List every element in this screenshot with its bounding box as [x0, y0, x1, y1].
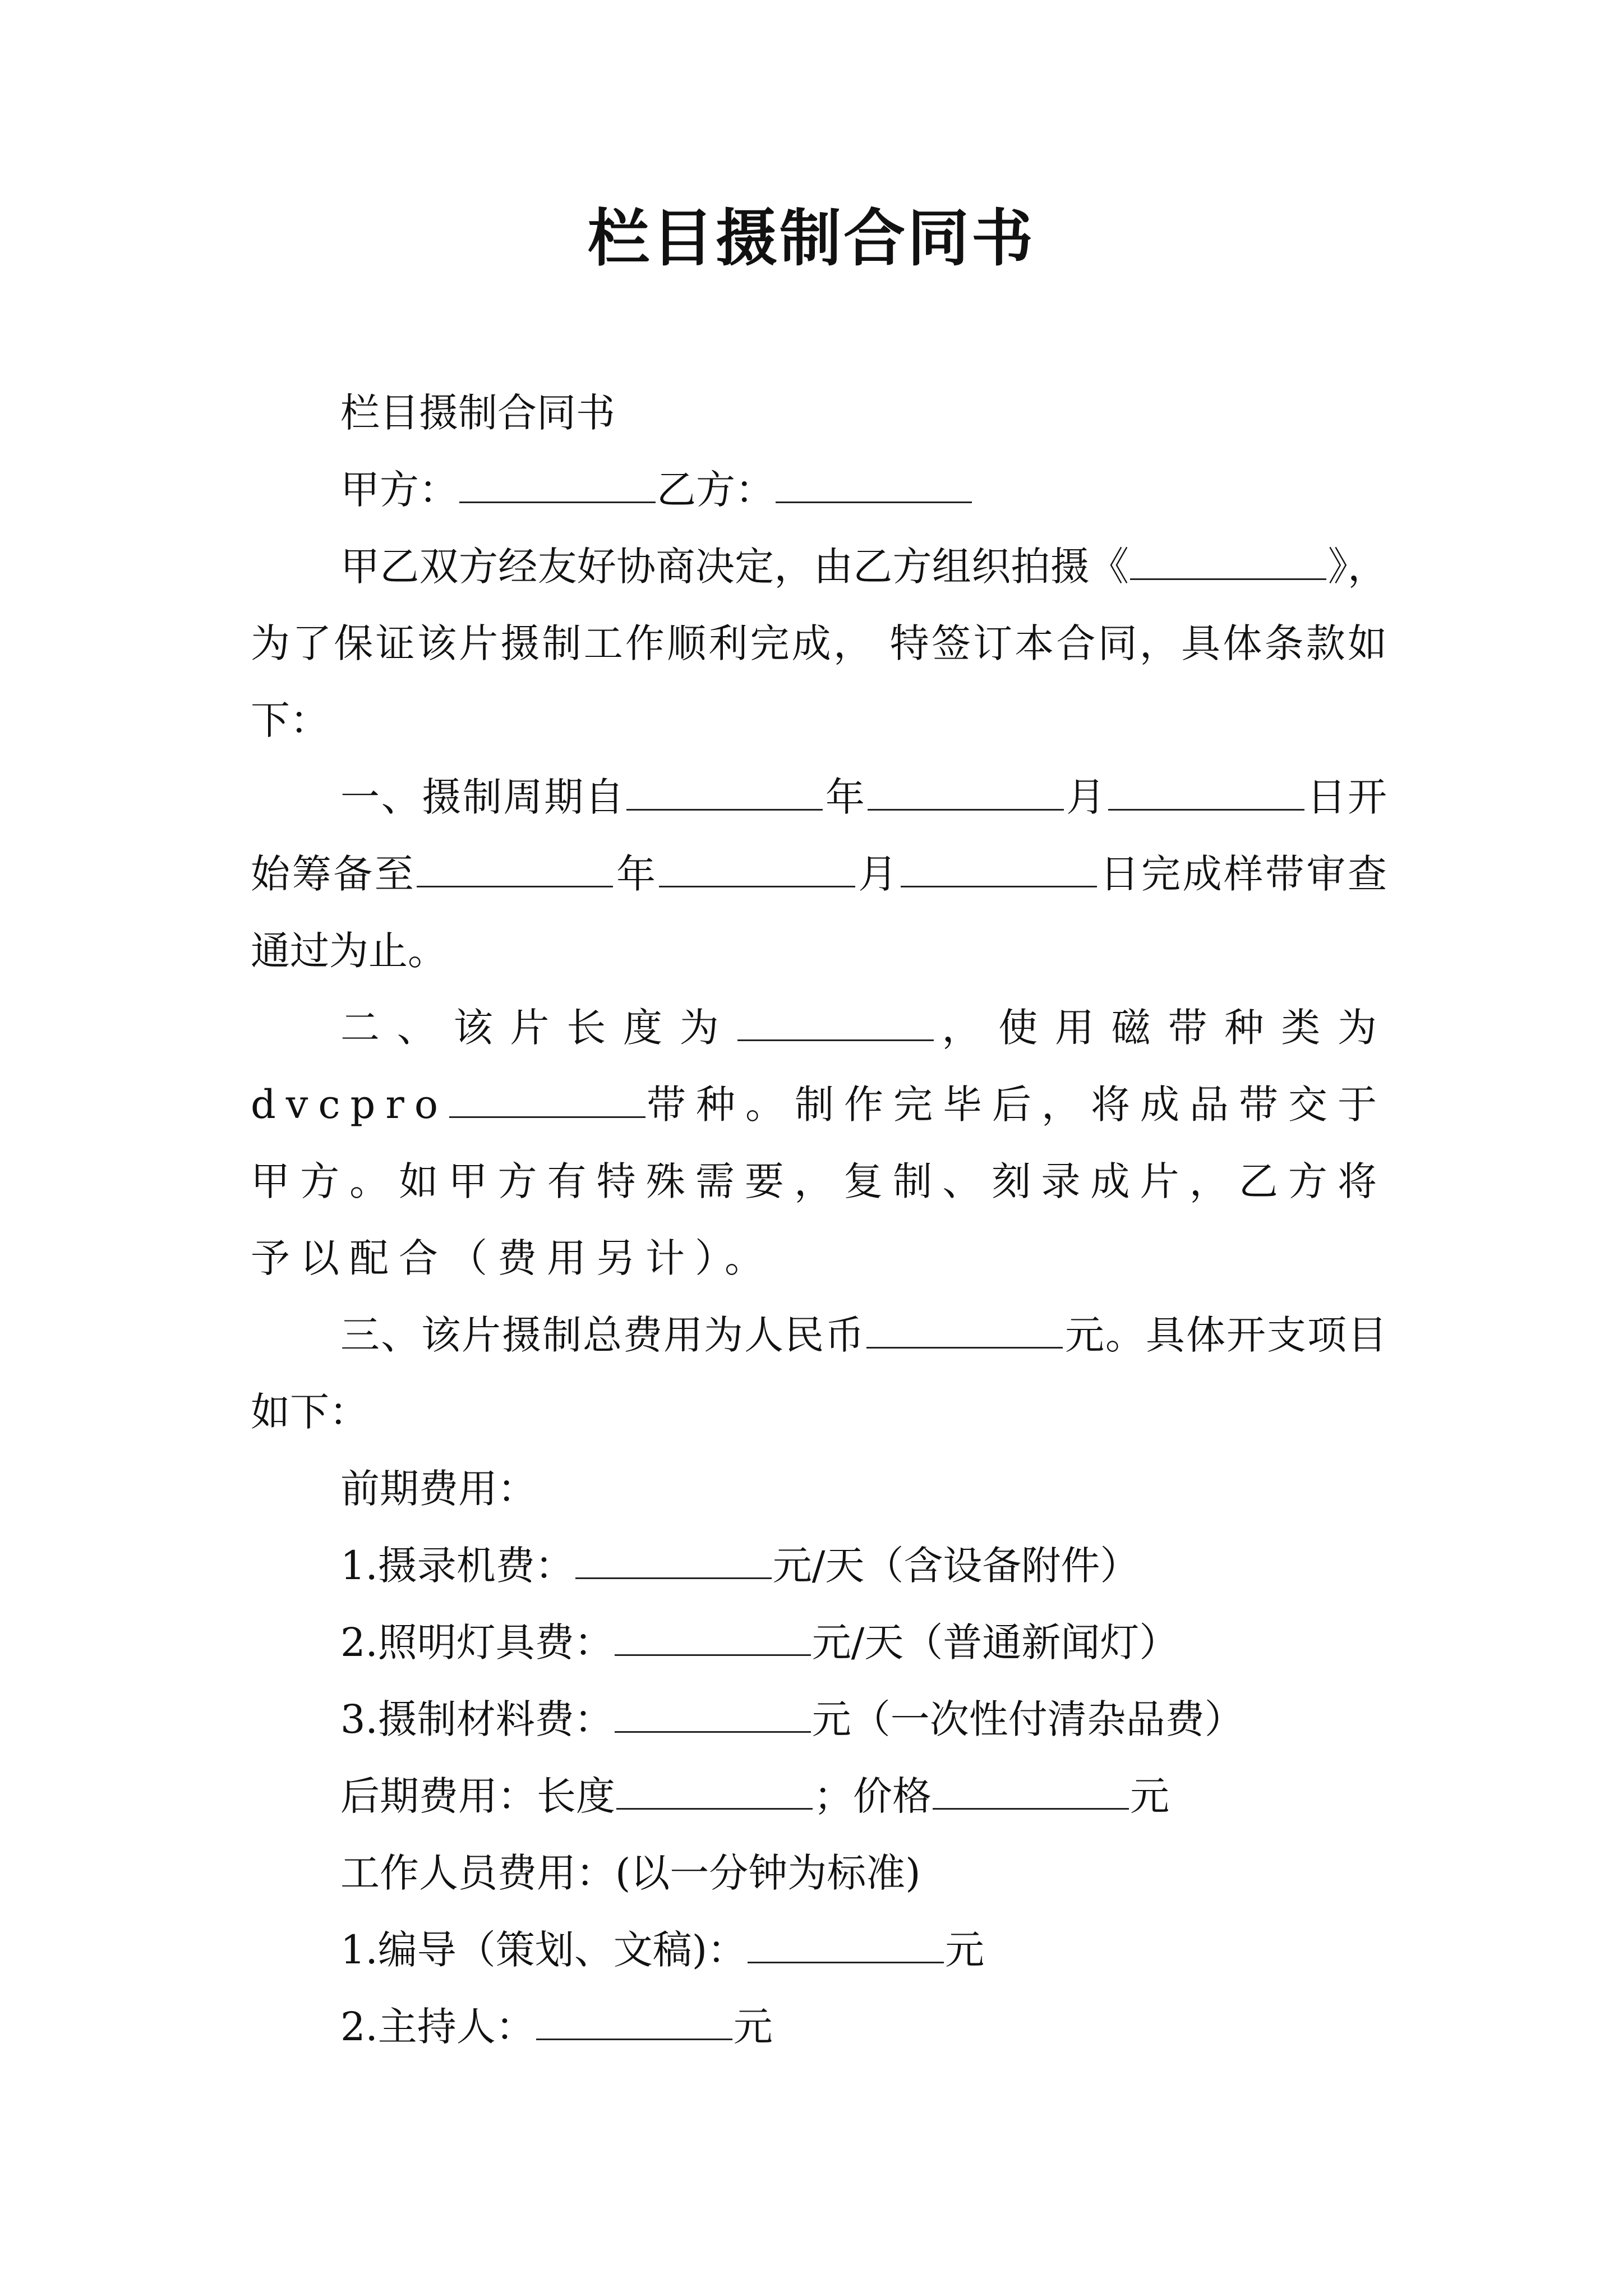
host-fee-unit: 元: [733, 2004, 773, 2050]
clause-1-year-2: 年: [614, 851, 658, 897]
material-fee-unit: 元（一次性付清杂品费）: [811, 1696, 1244, 1742]
host-fee-label: 2.主持人：: [340, 2004, 535, 2050]
parties-line: [251, 452, 1387, 528]
staff-cost-item-2: [251, 1989, 1387, 2065]
clause-3-paragraph: [251, 1297, 1387, 1451]
post-costs-unit: 元: [1130, 1773, 1169, 1819]
post-costs-line: [251, 1758, 1387, 1835]
start-month-blank[interactable]: [868, 776, 1064, 811]
clause-1-month-2: 月: [856, 851, 900, 897]
staff-costs-heading: 工作人员费用：(以一分钟为标准): [340, 1850, 921, 1896]
post-costs-price: ；价格: [814, 1773, 932, 1819]
end-month-blank[interactable]: [659, 853, 855, 887]
pre-costs-heading: 前期费用：: [340, 1466, 537, 1512]
intro-paragraph: [251, 528, 1387, 759]
length-blank[interactable]: [737, 1007, 934, 1041]
clause-2-text-3: 带种。制作完毕后，将成品带交于甲方。如甲方有特殊需要，复制、刻录成片，乙方将予以配合（费用另计）。: [251, 1082, 1387, 1281]
clause-2-paragraph: [251, 990, 1387, 1297]
pre-cost-item-3: [251, 1681, 1387, 1758]
director-fee-label: 1.编导（策划、文稿)：: [340, 1927, 747, 1973]
clause-3-text-2: 元。具体开支项目如下：: [251, 1312, 1387, 1435]
intro-text-1: 甲乙双方经友好协商决定，由乙方组织拍摄《: [340, 544, 1129, 590]
clause-1-year-1: 年: [824, 774, 866, 820]
end-year-blank[interactable]: [417, 853, 613, 887]
program-name-blank[interactable]: [1130, 546, 1326, 580]
camera-fee-label: 1.摄录机费：: [340, 1543, 574, 1589]
staff-costs-heading-line: [251, 1835, 1387, 1912]
party-b-label: 乙方：: [657, 467, 774, 513]
material-fee-blank[interactable]: [615, 1699, 811, 1733]
director-fee-unit: 元: [945, 1927, 985, 1973]
pre-cost-item-2: [251, 1604, 1387, 1681]
post-price-blank[interactable]: [933, 1775, 1129, 1810]
clause-1-text: 一、摄制周期自: [340, 774, 626, 820]
party-a-label: 甲方：: [340, 467, 458, 513]
lighting-fee-unit: 元/天（普通新闻灯）: [811, 1619, 1179, 1665]
camera-fee-blank[interactable]: [575, 1545, 772, 1579]
clause-2-text-1: 二、该片长度为: [340, 1005, 736, 1051]
party-a-blank[interactable]: [459, 469, 656, 503]
document-title: 栏目摄制合同书: [588, 202, 1035, 274]
clause-1-day-1: 日开始筹备至: [251, 774, 1387, 897]
start-day-blank[interactable]: [1108, 776, 1304, 811]
pre-costs-heading-line: [251, 1451, 1387, 1527]
subtitle-line: [251, 375, 1387, 452]
pre-cost-item-1: [251, 1527, 1387, 1604]
material-fee-label: 3.摄制材料费：: [340, 1696, 614, 1742]
director-fee-blank[interactable]: [748, 1929, 944, 1963]
party-b-blank[interactable]: [776, 469, 972, 503]
intro-text-2: 》，为了保证该片摄制工作顺利完成， 特签订本合同，具体条款如下：: [251, 544, 1387, 743]
tape-type-blank[interactable]: [449, 1084, 645, 1118]
clause-1-month-1: 月: [1064, 774, 1107, 820]
start-year-blank[interactable]: [626, 776, 823, 811]
total-fee-blank[interactable]: [866, 1314, 1063, 1349]
lighting-fee-blank[interactable]: [615, 1622, 811, 1656]
host-fee-blank[interactable]: [536, 2006, 732, 2040]
staff-cost-item-1: [251, 1912, 1387, 1989]
post-length-blank[interactable]: [616, 1775, 813, 1810]
document-body: [251, 375, 1387, 2065]
end-day-blank[interactable]: [901, 853, 1097, 887]
clause-1-paragraph: [251, 759, 1387, 990]
clause-2-text-2: ，使用磁带种类为dvcpro: [251, 1005, 1387, 1128]
lighting-fee-label: 2.照明灯具费：: [340, 1619, 614, 1665]
post-costs-label: 后期费用：长度: [340, 1773, 615, 1819]
camera-fee-unit: 元/天（含设备附件）: [772, 1543, 1140, 1589]
clause-3-text-1: 三、该片摄制总费用为人民币: [340, 1312, 865, 1358]
clause-1-end: 日完成样带审查通过为止。: [251, 851, 1387, 974]
subtitle: 栏目摄制合同书: [340, 390, 615, 436]
